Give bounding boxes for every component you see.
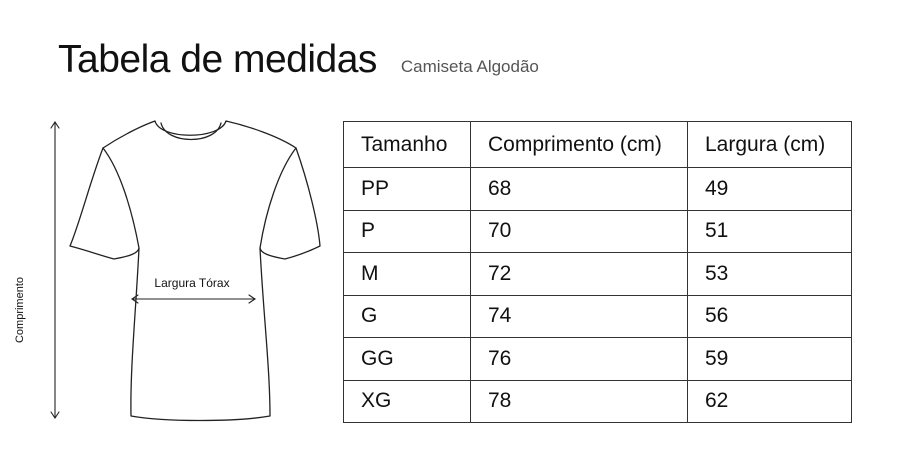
length-cell: 72 bbox=[471, 253, 688, 296]
length-cell: 68 bbox=[471, 168, 688, 211]
width-cell: 56 bbox=[688, 295, 852, 338]
size-cell: XG bbox=[344, 380, 471, 423]
size-table bbox=[343, 121, 852, 423]
width-cell: 53 bbox=[688, 253, 852, 296]
width-cell: 51 bbox=[688, 210, 852, 253]
column-header-size: Tamanho bbox=[344, 122, 471, 168]
size-cell: G bbox=[344, 295, 471, 338]
length-cell: 76 bbox=[471, 338, 688, 381]
table-row bbox=[344, 253, 852, 296]
table-row bbox=[344, 210, 852, 253]
length-cell: 74 bbox=[471, 295, 688, 338]
width-cell: 59 bbox=[688, 338, 852, 381]
chest-width-label: Largura Tórax bbox=[154, 276, 230, 290]
table-row bbox=[344, 168, 852, 211]
table-row bbox=[344, 380, 852, 423]
table-row bbox=[344, 338, 852, 381]
length-cell: 70 bbox=[471, 210, 688, 253]
table-row bbox=[344, 295, 852, 338]
size-cell: GG bbox=[344, 338, 471, 381]
size-cell: P bbox=[344, 210, 471, 253]
length-cell: 78 bbox=[471, 380, 688, 423]
page-header bbox=[58, 38, 539, 82]
tshirt-icon bbox=[20, 110, 340, 430]
page-title: Tabela de medidas bbox=[58, 38, 377, 81]
column-header-length: Comprimento (cm) bbox=[471, 122, 688, 168]
column-header-width: Largura (cm) bbox=[688, 122, 852, 168]
page-subtitle: Camiseta Algodão bbox=[400, 57, 539, 76]
size-cell: PP bbox=[344, 168, 471, 211]
table-header-row bbox=[344, 122, 852, 168]
size-cell: M bbox=[344, 253, 471, 296]
width-cell: 62 bbox=[688, 380, 852, 423]
tshirt-illustration bbox=[20, 110, 340, 430]
width-cell: 49 bbox=[688, 168, 852, 211]
